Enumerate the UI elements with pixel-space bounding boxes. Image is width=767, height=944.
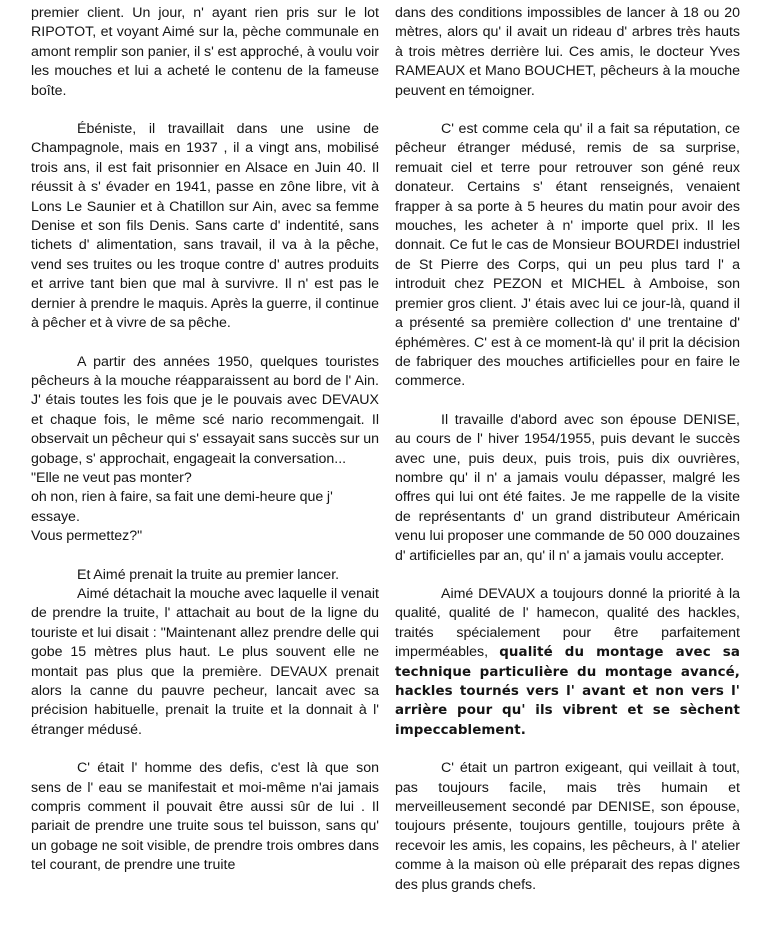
- left-column: [31, 4, 379, 876]
- paragraph-reputation: C' est comme cela qu' il a fait sa réputation, ce pêcheur étranger médusé, remis de sa surprise, remuait ciel et terre pour retrouver son géné reux donateur. Certains s' étant renseignés, venaient frapper à sa porte à 5 heures du matin pour avoir des mouches, les acheter à n' importe quel prix. Il les donnait. Ce fut le cas de Monsieur BOURDEI industriel de St Pierre des Corps, qui un peu plus tard l' a introduit chez PEZON et MICHEL à Amboise, son premier gros client. J' étais avec lui ce jour-là, quand il a présenté sa première collection d' une trentaine d' éphémères. C' est à ce moment-là qu' il prit la décision de fabriquer des mouches artificielles pour en faire le commerce.: [395, 121, 740, 390]
- dialogue-line-3: Vous permettez?": [31, 528, 143, 545]
- paragraph-qualite: [395, 585, 740, 740]
- dialogue-line-2: oh non, rien à faire, sa fait une demi-heure que j' essaye.: [31, 489, 333, 525]
- paragraph-travaille-avec-epouse: Il travaille d'abord avec son épouse DENISE, au cours de l' hiver 1954/1955, puis devant le succès avec une, puis deux, puis trois, puis dix ouvrières, nombre qu' il n' a jamais voulu dépasser, malgré les offres qui lui ont été faites. Je me rappelle de la visite de représentants d' un grand distributeur Américain venu lui proposer une commande de 50 000 douzaines d' artificielles par an, qu' il n' a jamais voulu accepter.: [395, 411, 740, 564]
- paragraph-premier-client: premier client. Un jour, n' ayant rien pris sur le lot RIPOTOT, et voyant Aimé sur la, pèche communale en amont remplir son panier, il s' est approché, à voulu voir les mouches et lui a acheté le contenu de la fameuse boîte.: [31, 5, 379, 99]
- qualite-bold-text: qualité du montage avec sa technique particulière du montage avancé, hackles tournés vers l' avant et non vers l' arrière pour qu' ils vibrent et se sèchent impeccablement.: [395, 645, 740, 738]
- right-column: [395, 4, 740, 895]
- qualite-text: Aimé DEVAUX a toujours donné la priorité à la qualité, qualité de l' hamecon, qualité des hackles, traités spécialement pour être parfaitement imperméables,: [395, 585, 740, 661]
- paragraph-ebeniste: Ébéniste, il travaillait dans une usine de Champagnole, mais en 1937 , il a vingt ans, mobilisé trois ans, il est fait prisonnier en Alsace en Juin 40. Il réussit à s' évader en 1941, passe en zône libre, vit à Lons Le Saunier et à Chatillon sur Ain, avec sa femme Denise et son fils Denis. Sans carte d' indentité, sans tichets d' alimentation, sans travail, il va à la pêche, vend ses truites ou les troque contre d' autres produits et arrive tant bien que mal à survivre. Il n' est pas le dernier à prendre le maquis. Après la guerre, il continue à pêcher et à vivre de sa pêche.: [31, 121, 379, 332]
- paragraph-conditions-impossibles: dans des conditions impossibles de lancer à 18 ou 20 mètres, alors qu' il avait un rideau d' arbres très hauts à trois mètres derrière lui. Ces amis, le docteur Yves RAMEAUX et Mano BOUCHET, pêcheurs à la mouche peuvent en témoigner.: [395, 5, 740, 99]
- paragraph-annees-1950: A partir des années 1950, quelques touristes pêcheurs à la mouche réapparaissent au bord de l' Ain. J' étais toutes les fois que je le pouvais avec DEVAUX et chaque fois, le même scé nario recommengait. Il observait un pêcheur qui s' essayait sans succès sur un gobage, s' approchait, engageait la conversation...: [31, 353, 379, 467]
- paragraph-homme-des-defis: C' était l' homme des defis, c'est là que son sens de l' eau se manifestait et moi-même n'ai jamais compris comment il pouvait être aussi sûr de lui . Il pariait de prendre une truite sous tel buisson, sans qu' un gobage ne soit visible, de prendre trois ombres dans tel courant, de prendre une truite: [31, 760, 379, 874]
- paragraph-premier-lancer: Et Aimé prenait la truite au premier lancer.: [77, 566, 340, 583]
- paragraph-patron-exigeant: C' était un partron exigeant, qui veillait à tout, pas toujours facile, mais très humain et merveilleusement secondé par DENISE, son épouse, toujours présente, toujours gentille, toujours prête à recevoir les amis, les copains, les pêcheurs, à l' atelier comme à la maison où elle préparait des repas dignes des plus grands chefs.: [395, 760, 740, 893]
- dialogue-line-1: "Elle ne veut pas monter?: [31, 469, 192, 486]
- paragraph-detachait-mouche: Aimé détachait la mouche avec laquelle il venait de prendre la truite, l' attachait au bout de la ligne du touriste et lui disait : "Maintenant allez prendre delle qui gobe 15 mètres plus haut. Le plus souvent elle ne montait pas plus que la première. DEVAUX prenait alors la canne du pauvre pecheur, lancait avec sa précision habituelle, prenait la truite et la donnait à l' étranger médusé.: [31, 585, 379, 738]
